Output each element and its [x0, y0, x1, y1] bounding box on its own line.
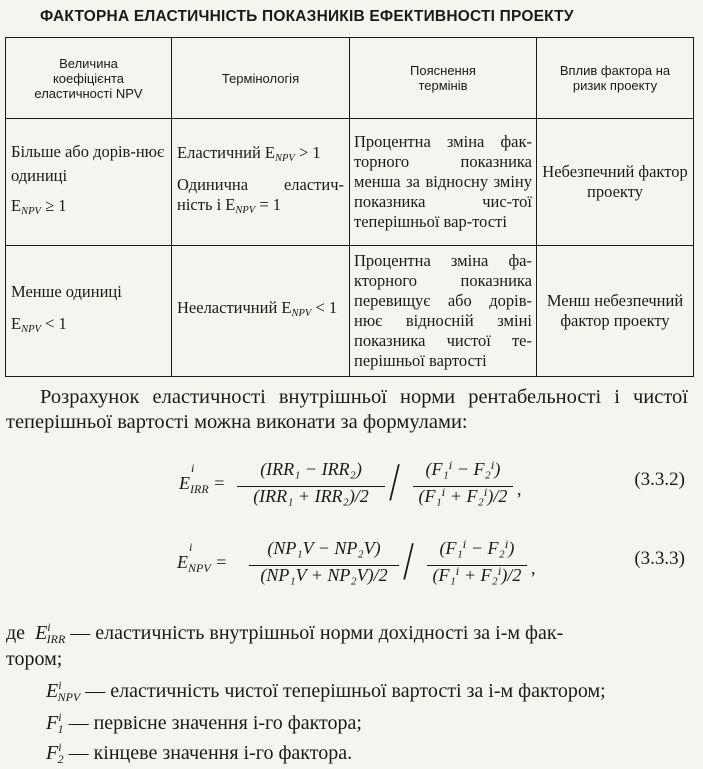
subscript-npv: NPV [235, 205, 256, 216]
fraction-line [413, 486, 513, 487]
value-text: Менше одиниці [11, 282, 122, 301]
header-label: Вплив фактора на ризик проекту [559, 63, 671, 93]
symbol-superscript: i [58, 710, 62, 724]
definition-text: — первісне значення i-го фактора; [68, 712, 362, 734]
value-condition: ≥ 1 [45, 196, 67, 215]
denominator: (F₁ⁱ + F₂ⁱ)/2 [432, 565, 522, 585]
symbol-e: E [11, 314, 22, 333]
symbol-e: E [11, 196, 22, 215]
value-formula [11, 194, 166, 224]
comma: , [531, 558, 536, 578]
fraction-1 [237, 459, 385, 507]
symbol-superscript: i [47, 620, 51, 634]
definition-line [6, 620, 688, 647]
symbol-subscript: IRR [46, 632, 66, 646]
definition-line [46, 678, 606, 705]
header-cell [350, 38, 537, 119]
symbol-subscript: NPV [57, 690, 81, 704]
term-condition: > 1 [298, 143, 321, 162]
symbol-f: F [46, 712, 59, 734]
subscript-npv: NPV [21, 324, 41, 335]
denominator: (IRR₁ + IRR₂)/2 [253, 486, 369, 506]
impact-cell: Небезпечний фактор проекту [537, 119, 694, 246]
table-title: ФАКТОРНА ЕЛАСТИЧНІСТЬ ПОКАЗНИКІВ ЕФЕКТИВНОСТІ ПРОЕКТУ [40, 8, 574, 25]
definition-text: тором; [6, 648, 63, 670]
fraction-line [427, 565, 527, 566]
header-cell [537, 38, 694, 119]
denominator: (F₁ⁱ + F₂ⁱ)/2 [418, 486, 508, 506]
fraction-1 [249, 538, 399, 586]
lhs-superscript: i [191, 461, 195, 475]
division-slash: / [389, 452, 400, 512]
term-cell [172, 246, 350, 377]
header-label: Величина коефіцієнта еластичності NPV [34, 55, 143, 101]
numerator: (F₁ⁱ − F₂ⁱ) [425, 459, 501, 479]
definition-text: — еластичність чистої теперішньої вартості за i-м фактором; [85, 680, 606, 702]
explanation-cell: Процентна зміна фа-кторного показника перевищує або дорів-нює відносній зміні показника чистої те-перішньої вартості [350, 246, 537, 377]
equation-number: (3.3.3) [634, 548, 685, 569]
definition-text: — кінцеве значення i-го фактора. [68, 742, 353, 764]
definition-symbol [46, 680, 80, 702]
numerator: (IRR₁ − IRR₂) [260, 459, 362, 479]
term-condition: < 1 [315, 298, 338, 317]
value-cell [6, 246, 172, 377]
fraction-2 [413, 459, 513, 507]
comma: , [517, 479, 522, 499]
symbol-subscript: 1 [57, 722, 64, 736]
numerator: (NP₁V − NP₂V) [267, 538, 381, 558]
definition-symbol [46, 742, 64, 764]
header-cell [6, 38, 172, 119]
table-row [6, 246, 694, 377]
header-cell [172, 38, 350, 119]
denominator: (NP₁V + NP₂V)/2 [260, 565, 388, 585]
term-line [177, 298, 344, 324]
subscript-npv: NPV [21, 206, 41, 217]
term-line [177, 175, 344, 221]
symbol-f: F [46, 742, 59, 764]
value-text: Більше або дорів-нює одиниці [11, 142, 165, 185]
definition-line [46, 740, 352, 767]
lhs-superscript: i [189, 540, 193, 554]
header-label: Пояснення термінів [410, 63, 476, 93]
fraction-line [249, 565, 399, 566]
symbol-e: E [46, 680, 59, 702]
definition-line [6, 648, 62, 671]
term-cell [172, 119, 350, 246]
paragraph-text: Розрахунок еластичності внутрішньої норми рентабельності і чистої теперішньої вартості можна виконати за формулами: [6, 386, 688, 433]
definition-symbol [35, 622, 65, 644]
definition-lead: де [6, 622, 26, 644]
formula-lhs: E i $_{NPV}$ = [177, 540, 228, 575]
impact-cell: Менш небезпечний фактор проекту [537, 246, 694, 377]
lhs-symbol: E [177, 552, 188, 572]
table-row [6, 119, 694, 246]
definition-symbol [46, 712, 64, 734]
formula-npv [177, 531, 545, 602]
equation-number: (3.3.2) [634, 469, 685, 490]
symbol-superscript: i [58, 740, 62, 754]
subscript-npv: NPV [291, 308, 312, 319]
lhs-subscript: NPV [188, 561, 211, 575]
symbol-e: E [35, 622, 48, 644]
value-cell [6, 119, 172, 246]
symbol-superscript: i [58, 678, 62, 692]
subscript-npv: NPV [275, 153, 295, 164]
term-condition: = 1 [259, 195, 282, 214]
definition-line [46, 710, 362, 737]
symbol-subscript: 2 [57, 752, 64, 766]
explanation-cell: Процентна зміна фак-торного показника менша за відносну зміну показника чис-тої теперішньої вар-тості [350, 119, 537, 246]
body-paragraph [6, 385, 688, 435]
value-formula [11, 312, 166, 342]
fraction-line [237, 486, 385, 487]
header-label: Термінологія [221, 70, 300, 86]
formula-lhs: E i $_{IRR}$ = [179, 461, 226, 496]
lhs-symbol: E [179, 473, 190, 493]
formula-irr [179, 452, 545, 523]
table-header-row [6, 38, 694, 119]
value-condition: < 1 [45, 314, 67, 333]
fraction-2 [427, 538, 527, 586]
term-text: Нееластичний E [177, 298, 292, 317]
division-slash: / [403, 531, 414, 591]
term-line [177, 143, 344, 169]
term-text: Одинична еластич-ність і E [177, 175, 344, 214]
lhs-subscript: IRR [190, 482, 209, 496]
numerator: (F₁ⁱ − F₂ⁱ) [439, 538, 515, 558]
term-text: Еластичний E [177, 143, 275, 162]
definition-text: — еластичність внутрішньої норми дохідності за i-м фак- [70, 622, 564, 644]
elasticity-table [5, 37, 694, 377]
